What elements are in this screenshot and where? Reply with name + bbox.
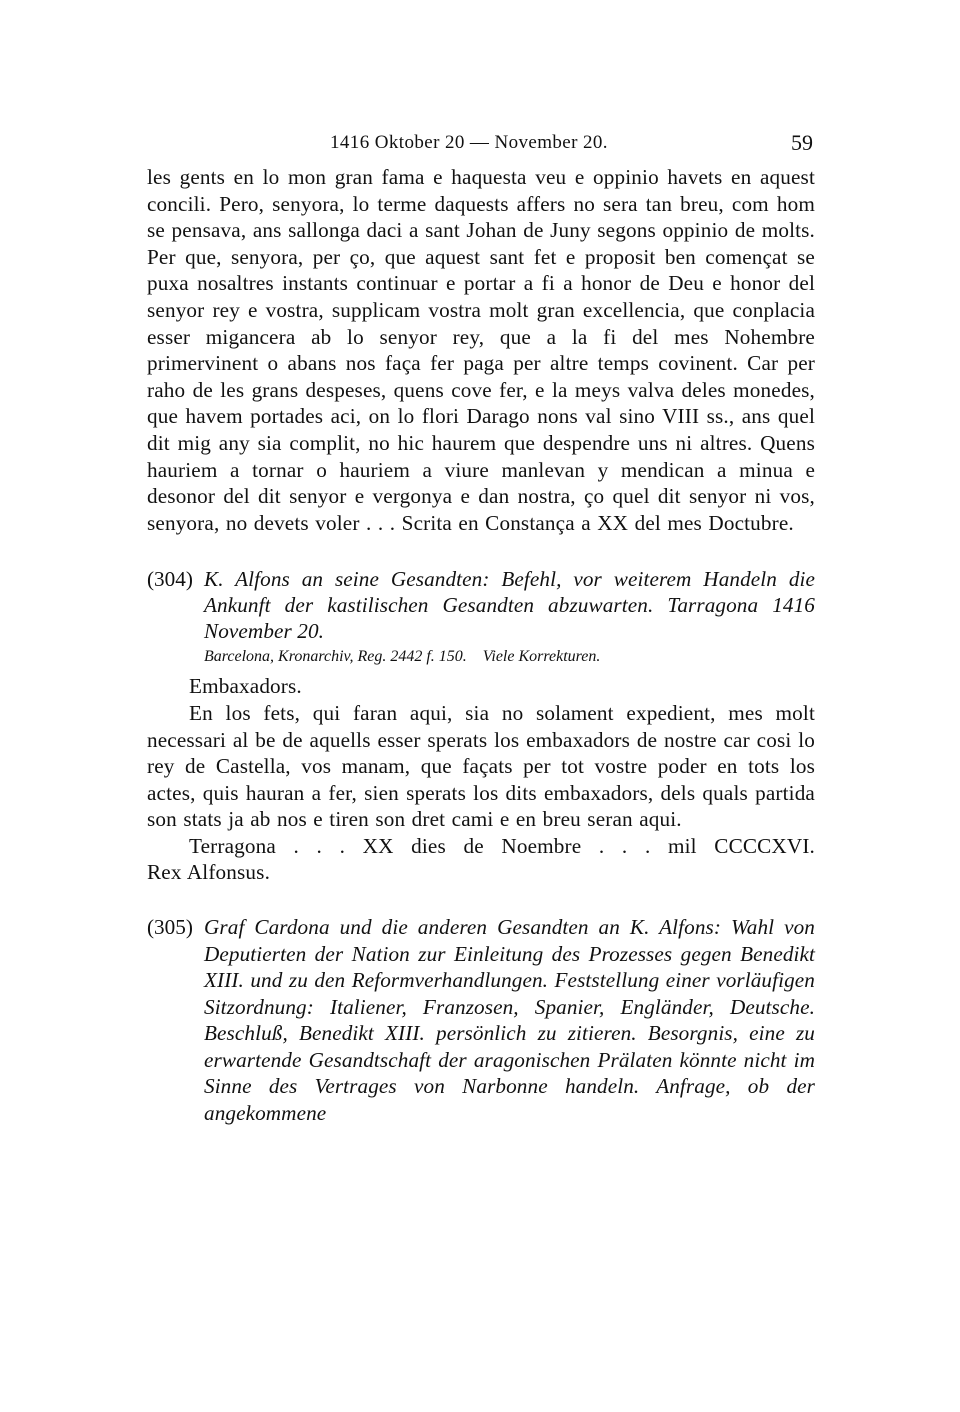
entry-title: K. Alfons an seine Gesandten: Befehl, vor weiterem Handeln die Ankunft der kastilischen Gesandten abzuwarten. Tarragona 1416 November 20. [204, 567, 815, 644]
continuation-paragraph: les gents en lo mon gran fama e haquesta veu e oppinio havets en aquest concili. Pero, senyora, lo terme daquests affers no sera tan breu, com hom se pensava, ans sallonga daci a sant Johan de Juny segons oppinio de molts. Per que, senyora, per ço, que aquest sant fet e proposit ben començat se puxa nosaltres instants continuar e portar a fi a honor de Deu e honor del senyor rey e vostra, supplicam vostra molt gran excellencia, que conplacia esser migancera ab lo senyor rey, que a la fi del mes Nohembre primervinent o abans nos faça fer paga per altre temps covinent. Car per raho de les grans despeses, quens cove fer, e la meys valva deles monedes, que havem portades aci, on lo flori Darago nons val sino VIII ss., ans quel dit mig any sia complit, no hic haurem que despendre uns ni altres. Quens hauriem a tornar o hauriem a viure manlevan y mendican a minua e desonor del dit senyor e vergonya e dan nostra, ço quel dit senyor ni vos, senyora, no devets voler . . . Scrita en Constança a XX del mes Doctubre. [147, 165, 815, 535]
page-number: 59 [791, 130, 813, 155]
entry-heading [147, 566, 815, 644]
running-title: 1416 Oktober 20 — November 20. [330, 132, 608, 153]
entry-number: (304) [147, 567, 193, 592]
entry-source [147, 645, 815, 669]
document-entry-304 [147, 566, 815, 886]
source-note: Viele Korrekturen. [482, 648, 601, 666]
salutation: Embaxadors. [189, 674, 302, 699]
entry-heading [147, 914, 815, 1126]
signature: Rex Alfonsus. [147, 860, 271, 885]
archive-reference: Barcelona, Kronarchiv, Reg. 2442 f. 150. [204, 648, 467, 666]
running-head [147, 130, 815, 164]
entry-title: Graf Cardona und die anderen Gesandten an K. Alfons: Wahl von Deputierten der Nation zur Einleitung des Prozesses gegen Benedikt XIII. und zu den Reformverhandlungen. Feststellung einer vorläufigen Sitzordnung: Italiener, Franzosen, Spanier, Engländer, Deutsche. Beschluß, Benedikt XIII. persönlich zu zitieren. Besorgnis, eine zu erwartende Gesandtschaft der aragonischen Prälaten könnte nicht im Sinne des Vertrages von Narbonne handeln. Anfrage, ob der angekommene [204, 915, 815, 1125]
entry-number: (305) [147, 915, 193, 940]
document-page [147, 130, 815, 1126]
document-entry-305 [147, 914, 815, 1126]
dateline: Terragona . . . XX dies de Noembre . . . mil CCCCXVI. [189, 833, 815, 858]
letter-paragraph: En los fets, qui faran aqui, sia no solament expedient, mes molt necessari al be de aquells esser sperats los embaxadors de nostre car cosi lo rey de Castella, vos manam, que façats per tot vostre poder en tots los actes, quis hauran a fer, sien sperats los dits embaxadors, dels quals partida son stats ja ab nos e tiren son dret cami e en breu seran aqui. [147, 700, 815, 832]
